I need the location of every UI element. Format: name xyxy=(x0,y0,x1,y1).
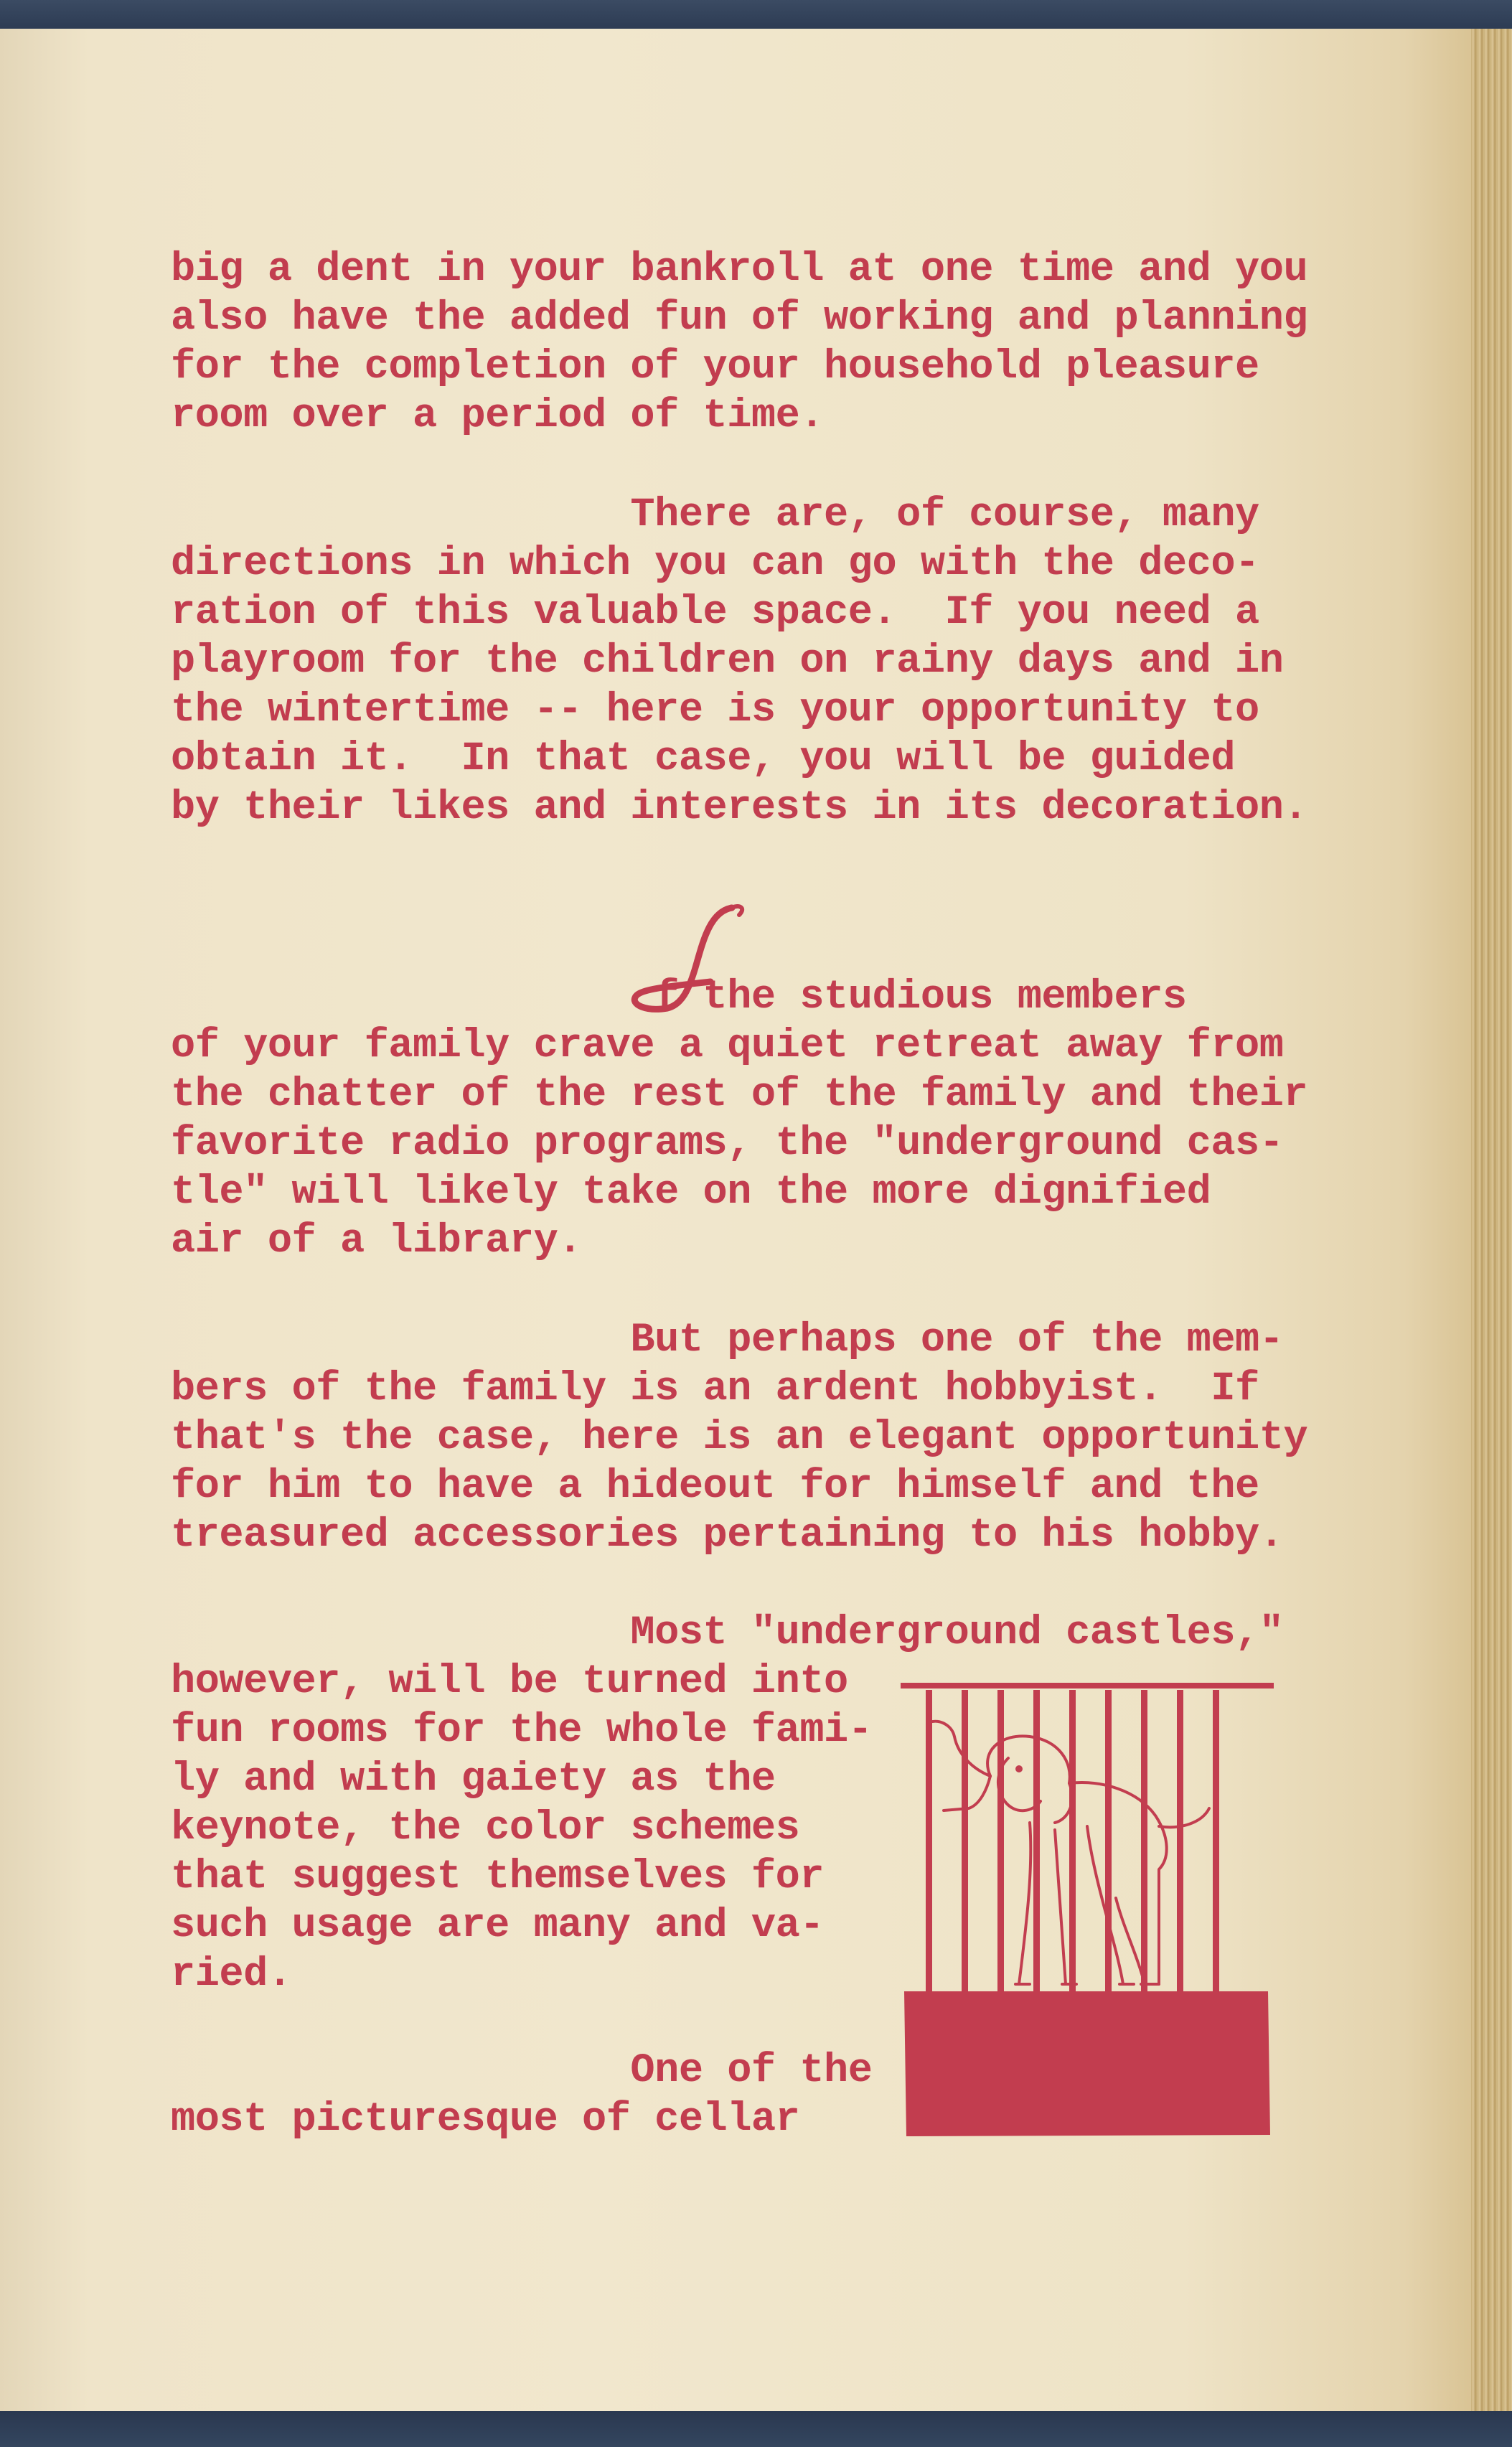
caged-elephant-icon xyxy=(901,1683,1281,2142)
paragraph-1: big a dent in your bankroll at one time and you also have the added fun of working and planning for the completion of your household pleasure room over a period of time. xyxy=(171,247,1308,439)
page-edge xyxy=(1471,29,1512,2415)
paragraph-2: There are, of course, many directions in which you can go with the deco- ration of this valuable space. If you need a playroom for the children on rainy days and in the wintertime -- here is your opportunity to obtain it. In that case, you will be guided by their likes and interests in its decoration. xyxy=(171,492,1308,831)
paragraph-3: f the studious members of your family crave a quiet retreat away from the chatter of the rest of the family and their favorite radio programs, the "underground cas- tle" will likely take on the more dignified air of a library. xyxy=(171,974,1308,1264)
paragraph-6: One of the most picturesque of cellar xyxy=(171,2048,873,2143)
paragraph-4: But perhaps one of the mem- bers of the family is an ardent hobbyist. If that's the case, here is an elegant opportunity for him to have a hideout for himself and the treasured accessories pertaining to his hobby. xyxy=(171,1318,1308,1559)
book-cover-top xyxy=(0,0,1512,32)
paragraph-5: Most "underground castles," however, will be turned into fun rooms for the whole fami- ly and with gaiety as the keynote, the color schemes that suggest themselves for such usage are many and va- ried. xyxy=(171,1610,1284,1998)
book-cover-bottom xyxy=(0,2411,1512,2447)
